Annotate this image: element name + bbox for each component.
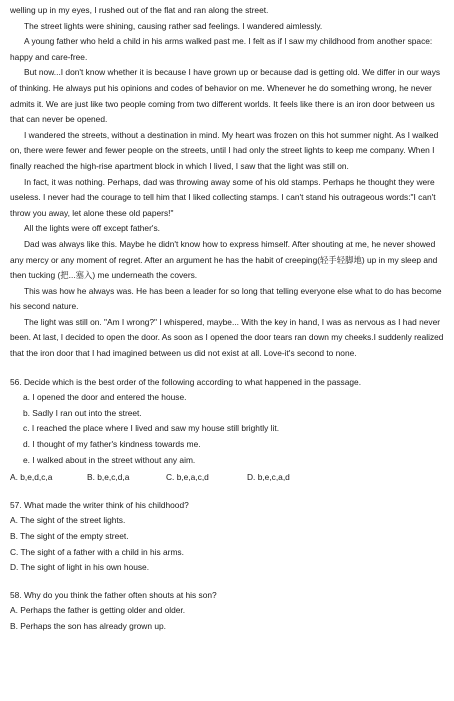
- passage-paragraph: The street lights were shining, causing rather sad feelings. I wandered aimlessly.: [24, 20, 323, 31]
- answer-option: A. The sight of the street lights.: [10, 515, 126, 526]
- answer-option: A. b,e,d,c,a: [10, 472, 53, 483]
- passage-paragraph: All the lights were off except father's.: [24, 223, 160, 234]
- passage-paragraph: Dad was always like this. Maybe he didn't know how to express himself. After shouting at me, he never showed any mercy or any moment of regret. After an argument he has the habit of creeping(轻手轻脚地) up in my sleep and then tucking (把...塞入) me underneath the covers.: [10, 238, 438, 281]
- event-item: e. I walked about in the street without any aim.: [23, 454, 196, 465]
- question-title: 56. Decide which is the best order of the following according to what happened in the passage.: [10, 376, 362, 387]
- passage-paragraph: In fact, it was nothing. Perhaps, dad was throwing away some of his old stamps. Perhaps he thought they were useless. I never had the courage to tell him that I liked collecting stamps. I can't stand his outrageous words:"I can't throw you away, let alone these old papers!": [10, 176, 436, 218]
- answer-option: B. The sight of the empty street.: [10, 531, 129, 541]
- answer-option: D. The sight of light in his own house.: [10, 562, 150, 573]
- event-item: c. I reached the place where I lived and saw my house still brightly lit.: [23, 423, 280, 434]
- question-58: [10, 588, 444, 635]
- answer-option: B. b,e,c,d,a: [87, 472, 130, 483]
- passage-paragraph: The light was still on. "Am I wrong?" I whispered, maybe... With the key in hand, I was as nervous as I had never been. At last, I decided to open the door. As soon as I opened the door tears ran down my cheeks.I suddenly realized that the iron door that I had imagined between us did not exist at all. Love-it's second to none.: [10, 316, 444, 359]
- event-item: d. I thought of my father's kindness towards me.: [23, 439, 201, 450]
- passage-paragraph: A young father who held a child in his arms walked past me. I felt as if I saw my childhood from another space: happy and care-free.: [10, 36, 433, 62]
- question-title: 58. Why do you think the father often shouts at his son?: [10, 589, 217, 600]
- answer-option: A. Perhaps the father is getting older and older.: [10, 605, 186, 616]
- answer-option: C. b,e,a,c,d: [166, 472, 209, 483]
- answer-option: D. b,e,c,a,d: [247, 472, 290, 483]
- passage-paragraph: But now...I don't know whether it is because I have grown up or because dad is getting old. We differ in our ways of thinking. He always put his opinions and codes of behavior on me. Whenever he do something wrong, he never admits it. We are just like two people coming from two different worlds. It feels like there is an iron door between us that can never be opened.: [10, 67, 441, 125]
- passage-paragraph: welling up in my eyes, I rushed out of the flat and ran along the street.: [10, 5, 269, 15]
- passage-paragraph: This was how he always was. He has been a leader for so long that telling everyone else what to do has become his second nature.: [10, 285, 442, 312]
- answer-option: B. Perhaps the son has already grown up.: [10, 620, 166, 631]
- passage-paragraph: I wandered the streets, without a destination in mind. My heart was frozen on this hot summer night. As I walked on, there were fewer and fewer people on the streets, until I had only the street lights to keep me company. When I finally reached the high-rise apartment block in which I lived, I saw that the light was still on.: [10, 129, 439, 171]
- event-item: a. I opened the door and entered the house.: [23, 392, 187, 403]
- question-57: [10, 498, 444, 576]
- question-title: 57. What made the writer think of his childhood?: [10, 499, 189, 510]
- question-56: [10, 375, 444, 486]
- reading-passage: [10, 3, 444, 362]
- answer-options: [10, 470, 444, 486]
- event-item: b. Sadly I ran out into the street.: [23, 407, 142, 418]
- answer-option: C. The sight of a father with a child in his arms.: [10, 546, 184, 557]
